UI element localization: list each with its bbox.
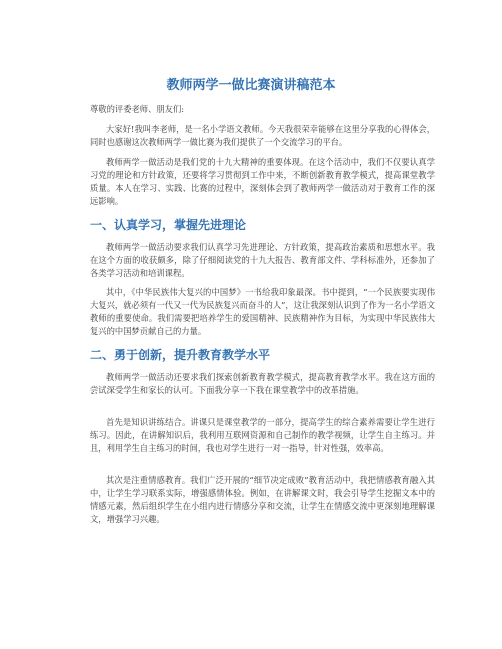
intro-paragraph-2: 教师两学一做活动是我们党的十九大精神的重要体现。在这个活动中，我们不仅要认真学习党的理论和方针政策，还要将学习贯彻到工作中来，不断创新教育教学模式，提高课堂教学质量。本人在学习、实践、比赛的过程中，深刻体会到了教师两学一做活动对于教育工作的深远影响。 (90, 157, 435, 206)
section-2-paragraph-1: 教师两学一做活动还要求我们探索创新教育教学模式，提高教育教学水平。我在这方面的尝试深受学生和家长的认可。下面我分享一下我在课堂教学中的改革措施。 (90, 372, 435, 395)
section-2-paragraph-2: 首先是知识讲练结合。讲课只是课堂教学的一部分，提高学生的综合素养需要让学生进行练习。因此，在讲解知识后，我利用互联网资源和自己制作的教学视频，让学生自主练习。并且，利用学生自主练习的时间，我也对学生进行一对一指导，针对性强，效率高。 (90, 417, 435, 453)
section-2-heading: 二、勇于创新，提升教育教学水平 (90, 348, 271, 362)
section-1-heading: 一、认真学习，掌握先进理论 (90, 218, 247, 232)
document-title: 教师两学一做比赛演讲稿范本 (166, 78, 336, 93)
section-2-paragraph-3: 其次是注重情感教育。我们广泛开展的“细节决定成败”教育活动中，我把情感教育融入其中，让学生学习联系实际，增强感情体验。例如，在讲解课文时，我会引导学生挖掘文本中的情感元素，然后组织学生在小组内进行情感分享和交流，让学生在情感交流中更深刻地理解课文，增强学习兴趣。 (90, 475, 435, 524)
greeting: 尊敬的评委老师、朋友们: (90, 104, 185, 114)
intro-paragraph-1: 大家好!我叫李老师，是一名小学语文教师。今天我很荣幸能够在这里分享我的心得体会，同时也感谢这次教师两学一做比赛为我们提供了一个交流学习的平台。 (90, 124, 435, 147)
section-1-paragraph-1: 教师两学一做活动要求我们认真学习先进理论、方针政策，提高政治素质和思想水平。我在这个方面的收获颇多，除了仔细阅读党的十九大报告、教育部文件、学科标准外，还参加了各类学习活动和培训课程。 (90, 242, 435, 278)
section-1-paragraph-2: 其中，《中华民族伟大复兴的中国梦》一书给我印象最深。书中提到，“一个民族要实现伟大复兴，就必须有一代又一代为民族复兴而奋斗的人”，这让我深刻认识到了作为一名小学语文教师的重要使命。我们需要把培养学生的爱国精神、民族精神作为目标，为实现中华民族伟大复兴的中国梦贡献自己的力量。 (90, 287, 435, 336)
